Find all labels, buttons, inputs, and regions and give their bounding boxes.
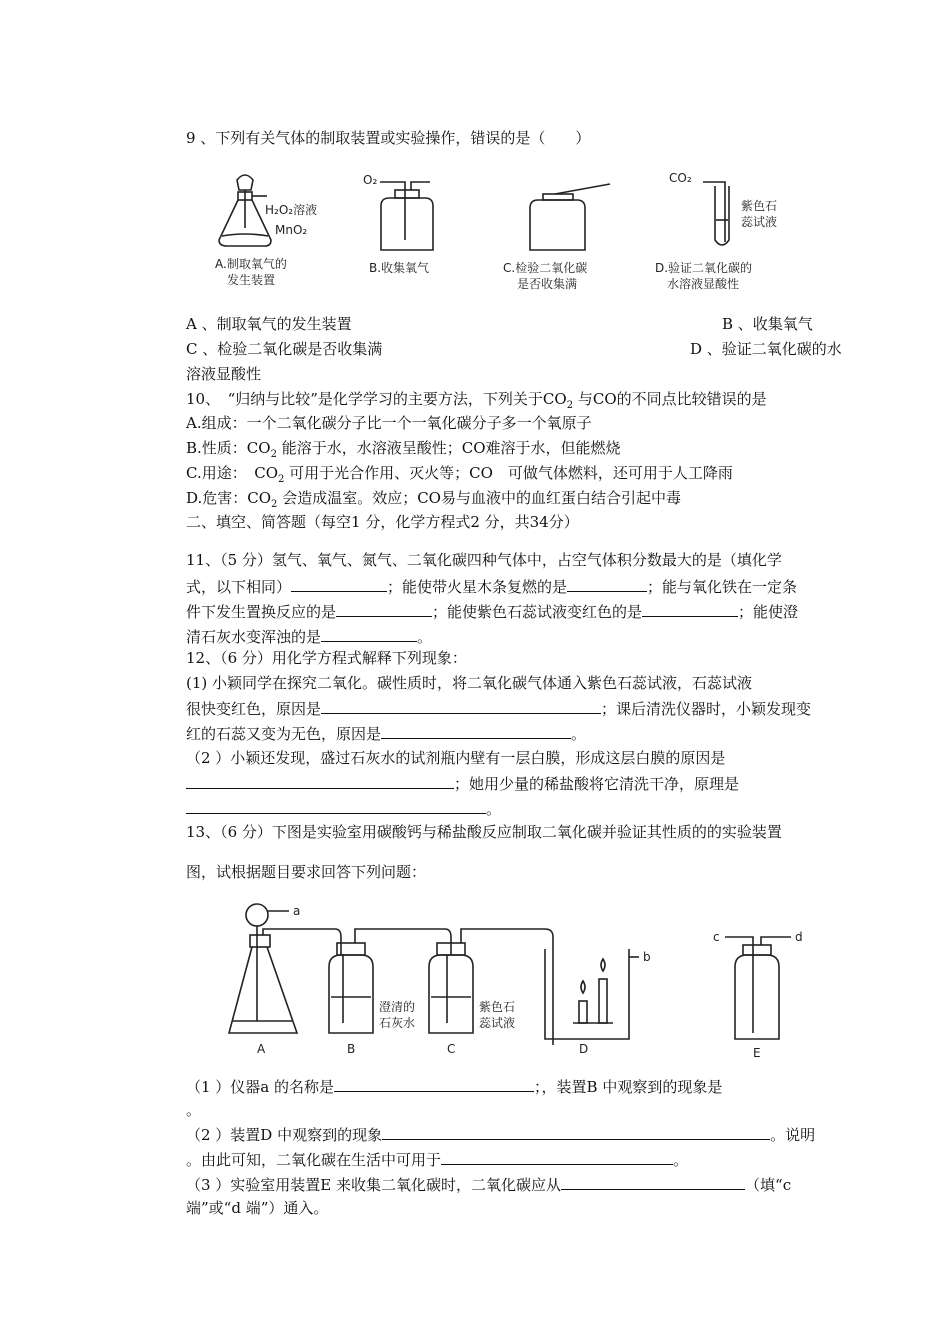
q13-apparatus-e — [725, 937, 791, 1039]
svg-text:发生装置: 发生装置 — [227, 273, 276, 287]
q9-option-b: B 、收集氧气 — [722, 315, 813, 333]
q9-apparatus-c — [530, 184, 610, 250]
svg-text:O₂: O₂ — [363, 173, 378, 187]
svg-text:D.验证二氧化碳的: D.验证二氧化碳的 — [655, 261, 753, 275]
q10-option-a: A.组成：一个二氧化碳分子比一个一氧化碳分子多一个氧原子 — [186, 414, 592, 432]
q13-apparatus-d — [545, 949, 639, 1039]
q13-part-3: （3 ）实验室用装置E 来收集二氧化碳时，二氧化碳应从 （填“c — [186, 1176, 792, 1194]
svg-text:A.制取氧气的: A.制取氧气的 — [215, 257, 287, 271]
q12-line-6: ；她用少量的稀盐酸将它清洗干净，原理是 — [186, 773, 739, 794]
q13-blank-3[interactable] — [441, 1149, 673, 1165]
q9-stem: 9 、下列有关气体的制取装置或实验操作，错误的是（ ） — [186, 129, 591, 147]
svg-text:是否收集满: 是否收集满 — [517, 277, 578, 291]
section-heading: 二、填空、简答题（每空1 分，化学方程式2 分，共34分） — [186, 513, 579, 531]
q13-figure — [225, 893, 825, 1063]
q13-part-2: （2 ）装置D 中观察到的现象 。说明 — [186, 1126, 816, 1144]
q11-line-2: 式，以下相同） ；能使带火星木条复燃的是 ；能与氧化铁在一定条 — [186, 578, 798, 596]
q10-option-d: D.危害：$CO_2$ 会造成温室。效应；CO易与血液中的血红蛋白结合引起中毒 — [186, 489, 681, 510]
svg-text:蕊试液: 蕊试液 — [741, 215, 778, 229]
q10-option-c: C.用途： $CO_2$ 可用于光合作用、灭火等；CO 可做气体燃料，还可用于人工降雨 — [186, 464, 733, 485]
q12-blank-1[interactable] — [321, 698, 601, 714]
q12-blank-2[interactable] — [381, 723, 571, 739]
q11-line-4: 清石灰水变浑浊的是 。 — [186, 628, 433, 646]
q12-line-3: 很快变红色，原因是 ；课后清洗仪器时，小颖发现变 — [186, 700, 812, 718]
svg-text:CO₂: CO₂ — [669, 171, 692, 185]
q13-part-3-cont: 端”或“d 端”）通入。 — [186, 1199, 329, 1217]
q11-blank-3[interactable] — [336, 601, 432, 617]
q13-part-1: （1 ）仪器a 的名称是 ；，装置B 中观察到的现象是 — [186, 1078, 723, 1096]
q9-apparatus-d — [703, 182, 729, 245]
q12-blank-4[interactable] — [186, 798, 486, 814]
q9-option-d: D 、验证二氧化碳的水 — [690, 340, 842, 358]
q13-blank-1[interactable] — [334, 1076, 534, 1092]
svg-text:A: A — [257, 1042, 266, 1056]
q13-apparatus-c — [429, 943, 473, 1033]
svg-text:B.收集氧气: B.收集氧气 — [369, 261, 430, 275]
q13-apparatus-b — [329, 943, 373, 1033]
svg-text:B: B — [347, 1042, 356, 1056]
q9-option-a: A 、制取氧气的发生装置 — [186, 315, 352, 333]
q10-stem: 10、 “归纳与比较”是化学学习的主要方法，下列关于$CO_2$ 与CO的不同点比较错误的是 — [186, 390, 767, 411]
svg-text:d: d — [795, 930, 803, 944]
svg-text:水溶液显酸性: 水溶液显酸性 — [667, 277, 740, 291]
svg-text:紫色石: 紫色石 — [741, 199, 778, 213]
q12-line-2: (1) 小颖同学在探究二氧化。碳性质时，将二氧化碳气体通入紫色石蕊试液，石蕊试液 — [186, 674, 753, 692]
svg-text:H₂O₂溶液: H₂O₂溶液 — [265, 203, 318, 217]
q11-line-3: 件下发生置换反应的是 ；能使紫色石蕊试液变红色的是 ；能使澄 — [186, 603, 799, 621]
svg-text:石灰水: 石灰水 — [379, 1016, 416, 1030]
tube-b-c — [355, 929, 431, 943]
q11-blank-5[interactable] — [321, 626, 417, 642]
svg-text:E: E — [753, 1046, 761, 1060]
svg-text:a: a — [293, 904, 301, 918]
svg-text:蕊试液: 蕊试液 — [479, 1016, 516, 1030]
q9-apparatus-a — [219, 175, 271, 246]
svg-text:c: c — [713, 930, 720, 944]
svg-text:MnO₂: MnO₂ — [275, 223, 308, 237]
q9-option-d-cont: 溶液显酸性 — [186, 365, 262, 383]
q13-line-2: 图，试根据题目要求回答下列问题： — [186, 863, 427, 881]
svg-text:b: b — [643, 950, 651, 964]
svg-text:澄清的: 澄清的 — [379, 1000, 416, 1014]
svg-text:D: D — [579, 1042, 589, 1056]
q9-apparatus-b — [380, 182, 433, 250]
q10-option-b: B.性质：$CO_2$ 能溶于水，水溶液呈酸性；CO难溶于水，但能燃烧 — [186, 439, 621, 460]
q13-part-1-cont: 。 — [186, 1101, 202, 1119]
q12-line-4: 红的石蕊又变为无色，原因是 。 — [186, 725, 587, 743]
q12-line-5: （2 ）小颖还发现，盛过石灰水的试剂瓶内壁有一层白膜，形成这层白膜的原因是 — [186, 749, 726, 767]
q13-blank-4[interactable] — [561, 1174, 745, 1190]
q11-blank-1[interactable] — [291, 576, 387, 592]
svg-text:紫色石: 紫色石 — [479, 1000, 516, 1014]
svg-text:C: C — [447, 1042, 456, 1056]
tube-a-b — [307, 929, 341, 955]
q13-line-1: 13、（6 分）下图是实验室用碳酸钙与稀盐酸反应制取二氧化碳并验证其性质的的实验装置 — [186, 823, 782, 841]
q11-line-1: 11、（5 分）氢气、氧气、氮气、二氧化碳四种气体中，占空气体积分数最大的是（填化学 — [186, 551, 782, 569]
q13-blank-2[interactable] — [382, 1124, 770, 1140]
q13-part-2-cont: 。由此可知，二氧化碳在生活中可用于 。 — [186, 1151, 689, 1169]
q12-blank-3[interactable] — [186, 773, 454, 789]
q12-line-1: 12、（6 分）用化学方程式解释下列现象： — [186, 649, 467, 667]
q11-blank-4[interactable] — [642, 601, 738, 617]
q13-apparatus-a — [229, 904, 307, 1033]
q12-line-7: 。 — [186, 798, 501, 819]
q9-figure — [205, 168, 805, 293]
svg-text:C.检验二氧化碳: C.检验二氧化碳 — [503, 261, 588, 275]
q11-blank-2[interactable] — [567, 576, 647, 592]
q9-option-c: C 、检验二氧化碳是否收集满 — [186, 340, 383, 358]
